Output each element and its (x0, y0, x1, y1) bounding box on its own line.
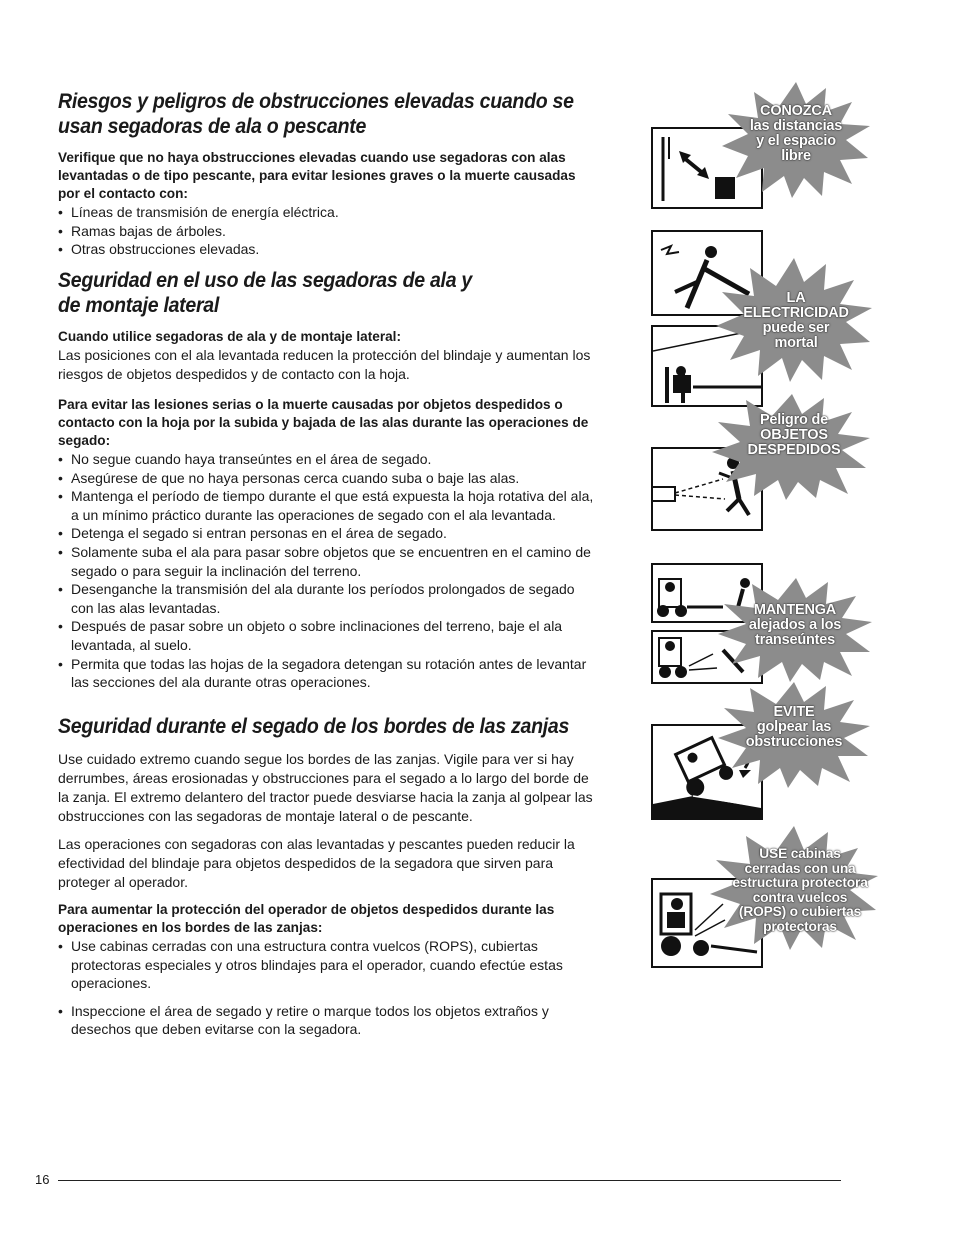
title-line: de montaje lateral (58, 294, 220, 317)
bullet-list (58, 203, 596, 259)
lead-paragraph: Para evitar las lesiones serias o la muerte causadas por objetos despedidos o contacto con la hoja por la subida y bajada de las alas durante las operaciones de segado: (58, 397, 589, 448)
list-item: • Ramas bajas de árboles. (58, 222, 596, 241)
list-item: • Mantenga el período de tiempo durante el que está expuesta la hoja rotativa del ala, a un mínimo práctico durante las operaciones de segado con el ala levantada. (58, 487, 596, 524)
sign-line: puede ser (762, 320, 830, 336)
sign-line: protectoras (763, 918, 837, 934)
lead-paragraph: Para aumentar la protección del operador de objetos despedidos durante las operaciones en los bordes de las zanjas: (58, 902, 555, 935)
list-item: • Permita que todas las hojas de la segadora detengan su rotación antes de levantar las secciones del ala durante otras operaciones. (58, 655, 596, 692)
sign-line: DESPEDIDOS (747, 442, 841, 458)
list-item: • Solamente suba el ala para pasar sobre objetos que se encuentren en el camino de segado o para seguir la inclinación del terreno. (58, 543, 596, 580)
list-item: • Use cabinas cerradas con una estructura contra vuelcos (ROPS), cubiertas protectoras especiales y otros blindajes para el operador, cuando efectúe estas operaciones. (58, 937, 596, 993)
list-item: • Inspeccione el área de segado y retire o marque todos los objetos extraños y desechos que deben evitarse con la segadora. (58, 1002, 596, 1039)
sign-line: y el espacio (756, 133, 836, 149)
section-overhead-obstructions (58, 89, 596, 259)
list-item: • Asegúrese de que no haya personas cerca cuando suba o baje las alas. (58, 469, 596, 488)
sign-line: LA (786, 290, 806, 306)
sign-line: libre (781, 148, 811, 164)
sign-line: mortal (774, 335, 818, 351)
footer-divider (58, 1180, 841, 1181)
section-title (58, 268, 593, 318)
section-title (58, 89, 593, 139)
section-wing-mower-safety (58, 268, 596, 692)
lead-paragraph: Verifique que no haya obstrucciones elevadas cuando use segadoras con alas levantadas o de tipo pescante, para evitar lesiones graves o la muerte causadas por el contacto con: (58, 150, 576, 201)
sign-line: USE cabinas (759, 846, 841, 861)
sign-caption (734, 291, 858, 351)
list-item: • Detenga el segado si entran personas en el área de segado. (58, 524, 596, 543)
sign-line: transeúntes (755, 632, 835, 648)
sign-line: estructura protectora (732, 875, 868, 890)
sign-line: obstrucciones (745, 734, 843, 750)
sign-line: ELECTRICIDAD (743, 305, 849, 321)
sign-line: CONOZCA (760, 103, 832, 119)
section-title: Seguridad durante el segado de los bordes de las zanjas (58, 715, 570, 738)
list-item: • Otras obstrucciones elevadas. (58, 240, 596, 259)
list-item: • No segue cuando haya transeúntes en el área de segado. (58, 450, 596, 469)
sign-line: (ROPS) o cubiertas (738, 904, 862, 919)
paragraph: Use cuidado extremo cuando segue los bordes de las zanjas. Vigile para ver si hay derrumbes, áreas erosionadas y obstrucciones para el segado a lo largo del borde de la zanja. El extremo delantero del tractor puede desviarse hacia la zanja al golpear las obstrucciones con las segadoras de montaje lateral o de pescante. (58, 751, 593, 824)
sign-line: las distancias (749, 118, 843, 134)
bullet-list (58, 937, 596, 1039)
page-number: 16 (35, 1172, 50, 1187)
sign-line: Peligro de (759, 412, 829, 428)
title-line: Riesgos y peligros de obstrucciones elevadas cuando se (58, 90, 574, 113)
paragraph: Las posiciones con el ala levantada reducen la protección del blindaje y aumentan los riesgos de objetos despedidos y de contacto con la hoja. (58, 347, 591, 382)
title-line: usan segadoras de ala o pescante (58, 115, 367, 138)
title-line: Seguridad en el uso de las segadoras de ala y (58, 269, 473, 292)
sign-line: OBJETOS (760, 427, 828, 443)
sign-line: MANTENGA (753, 602, 837, 618)
sign-caption (736, 104, 856, 164)
list-item: • Después de pasar sobre un objeto o sobre inclinaciones del terreno, baje el ala levantada, al suelo. (58, 617, 596, 654)
sign-line: EVITE (773, 704, 815, 720)
sign-caption (740, 705, 848, 750)
list-item: • Líneas de transmisión de energía eléctrica. (58, 203, 596, 222)
sign-line: alejados a los (748, 617, 842, 633)
sign-line: contra vuelcos (752, 889, 848, 905)
bullet-list (58, 450, 596, 692)
sign-caption (740, 413, 848, 458)
section-ditch-bank-mowing (58, 714, 596, 1039)
list-item: • Desenganche la transmisión del ala durante los períodos prolongados de segado con las alas levantadas. (58, 580, 596, 617)
sub-lead: Cuando utilice segadoras de ala y de montaje lateral: (58, 329, 401, 344)
sign-line: cerradas con una (744, 860, 856, 876)
sign-caption (732, 847, 868, 934)
paragraph: Las operaciones con segadoras con alas levantadas y pescantes pueden reducir la efectividad del blindaje para objetos despedidos de la segadora que sirven para proteger al operador. (58, 836, 575, 890)
sign-caption (742, 603, 848, 648)
sign-line: golpear las (756, 719, 832, 735)
